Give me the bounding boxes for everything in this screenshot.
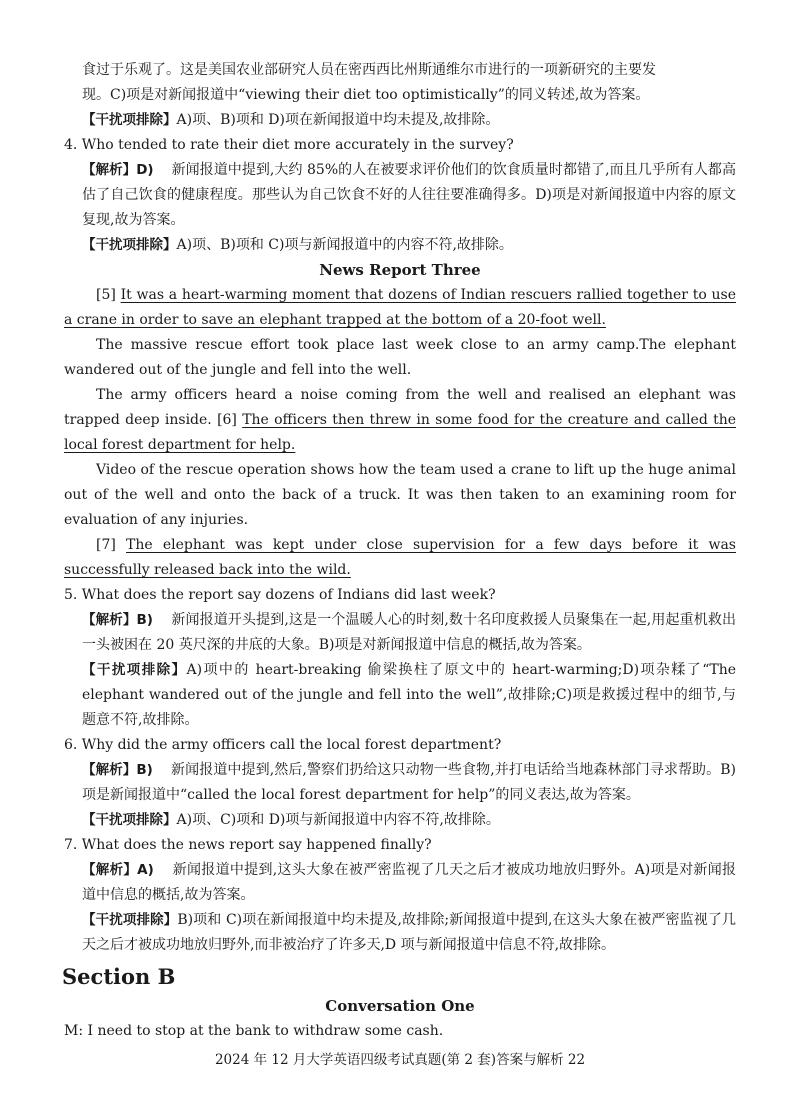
news3-paragraph-5 (64, 533, 736, 583)
distractor-text: A)项、B)项和 D)项在新闻报道中均未提及,故排除。 (176, 112, 500, 128)
question-7: 7. What does the news report say happened finally? (64, 837, 432, 853)
question-6: 6. Why did the army officers call the local forest department? (64, 737, 502, 753)
plain-text: The army officers heard a noise coming from the well and realised an elephant was trapped deep inside. (64, 387, 736, 428)
distractor-text: A)项、C)项和 D)项与新闻报道中内容不符,故排除。 (176, 812, 500, 828)
mark-6: [6] (217, 412, 237, 428)
page-footer: 2024 年 12 月大学英语四级考试真题(第 2 套)答案与解析 22 (214, 1052, 586, 1068)
analysis-text: 新闻报道中提到,这头大象在被严密监视了几天之后才被成功地放归野外。A)项是对新闻报道中信息的概括,故为答案。 (82, 862, 736, 903)
underlined-sentence-6: The officers then threw in some food for the creature and called the local forest department for help. (64, 412, 737, 453)
news-report-three-title: News Report Three (319, 261, 481, 279)
distractor-tag: 【干扰项排除】 (82, 662, 187, 678)
news3-paragraph-3 (64, 383, 736, 458)
top-line-1: 食过于乐观了。这是美国农业部研究人员在密西西比州斯通维尔市进行的一项新研究的主要发 (82, 62, 656, 78)
analysis-tag: 【解析】B) (82, 762, 153, 778)
distractor-tag: 【干扰项排除】 (82, 237, 177, 253)
distractor-text: B)项和 C)项在新闻报道中均未提及,故排除;新闻报道中提到,在这头大象在被严密监视了几天之后才被成功地放归野外,而非被治疗了许多天,D 项与新闻报道中信息不符,故排除。 (82, 912, 736, 953)
analysis-text: 新闻报道中提到,然后,警察们扔给这只动物一些食物,并打电话给当地森林部门寻求帮助。B)项是新闻报道中“called the local forest department for help”的同义表达,故为答案。 (82, 762, 736, 803)
underlined-sentence-5: It was a heart-warming moment that dozens of Indian rescuers rallied together to use a crane in order to save an elephant trapped at the bottom of a 20-foot well. (64, 287, 737, 328)
mark-5: [5] (96, 287, 116, 303)
news3-paragraph-1 (64, 283, 736, 333)
news3-paragraph-4: Video of the rescue operation shows how the team used a crane to lift up the huge animal out of the well and onto the back of a truck. It was then taken to an examining room for evaluation of any injuries. (64, 462, 736, 528)
conversation-one-title: Conversation One (325, 997, 475, 1015)
distractor-tag: 【干扰项排除】 (82, 912, 178, 928)
analysis-tag: 【解析】B) (82, 612, 153, 628)
q5-analysis (64, 608, 736, 658)
question-5: 5. What does the report say dozens of Indians did last week? (64, 587, 496, 603)
page-content (64, 58, 736, 1044)
q7-analysis (64, 858, 736, 908)
underlined-sentence-7: The elephant was kept under close supervision for a few days before it was successfully released back into the wild. (64, 537, 736, 578)
analysis-text: 新闻报道开头提到,这是一个温暖人心的时刻,数十名印度救援人员聚集在一起,用起重机救出一头被困在 20 英尺深的井底的大象。B)项是对新闻报道中信息的概括,故为答案。 (82, 612, 736, 653)
top-line-2: 现。C)项是对新闻报道中“viewing their diet too optimistically”的同义转述,故为答案。 (82, 87, 650, 103)
q6-distractor (64, 808, 736, 833)
distractor-text: A)项中的 heart-breaking 偷梁换柱了原文中的 heart-warming;D)项杂糅了“The elephant wandered out of the jungle and fell into the well”,故排除;C)项是救援过程中的细节,与题意不符,故排除。 (82, 662, 736, 728)
analysis-text: 新闻报道中提到,大约 85%的人在被要求评价他们的饮食质量时都错了,而且几乎所有人都高估了自己饮食的健康程度。那些认为自己饮食不好的人往往要准确得多。D)项是对新闻报道中内容的原文复现,故为答案。 (82, 162, 736, 228)
mark-7: [7] (96, 537, 116, 553)
distractor-text: A)项、B)项和 C)项与新闻报道中的内容不符,故排除。 (176, 237, 513, 253)
q7-distractor (64, 908, 736, 958)
conversation-line-1: M: I need to stop at the bank to withdraw some cash. (64, 1023, 444, 1039)
question-4: 4. Who tended to rate their diet more accurately in the survey? (64, 137, 514, 153)
q6-analysis (64, 758, 736, 808)
q4-distractor (64, 233, 736, 258)
top-distractor (64, 108, 736, 133)
distractor-tag: 【干扰项排除】 (82, 112, 177, 128)
q5-distractor (64, 658, 736, 733)
news3-paragraph-2: The massive rescue effort took place last week close to an army camp.The elephant wandered out of the jungle and fell into the well. (64, 337, 736, 378)
q4-analysis (64, 158, 736, 233)
analysis-tag: 【解析】D) (82, 162, 154, 178)
analysis-tag: 【解析】A) (82, 862, 154, 878)
section-b-title: Section B (62, 964, 176, 989)
distractor-tag: 【干扰项排除】 (82, 812, 177, 828)
